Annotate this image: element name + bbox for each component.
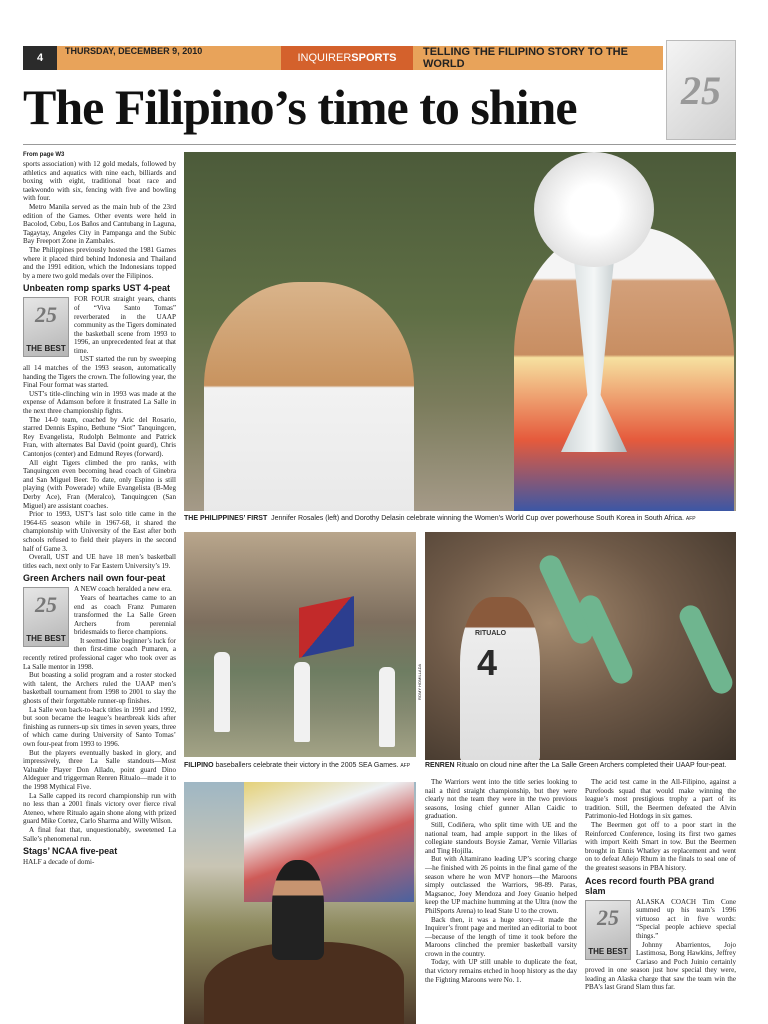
best-badge-icon	[585, 900, 631, 960]
article-paragraph: UST started the run by sweeping all 14 matches of the 1993 season, automatically handing the Tigers the crown. The following year, the Final Four format was started.	[23, 355, 176, 390]
jersey-name: RITUALO	[475, 630, 507, 637]
article-paragraph: But boasting a solid program and a roster stocked with talent, the Archers ruled the UAAP men’s basketball tournament from 1998 to 2001 to slay the ghosts of their forgettable runner-up finishes.	[23, 671, 176, 706]
article-paragraph: La Salle won back-to-back titles in 1991 and 1992, but soon became the league’s heartbreak kids after finishing as runners-up six times in seven years, three of which came during University of Santo Tomas’ own four-peat from 1993 to 1996.	[23, 705, 176, 748]
article-paragraph: A final feat that, unquestionably, sweetened La Salle’s phenomenal run.	[23, 825, 176, 843]
golfer-left-figure	[204, 282, 414, 511]
caption-label: RENREN	[425, 762, 455, 769]
subhead-ust: Unbeaten romp sparks UST 4-peat	[23, 283, 171, 294]
article-paragraph: The Beermen got off to a poor start in the Reinforced Conference, losing its first two games with import Keith Smart in tow. But the Beermen brought in Ennis Whatley as replacement and went on to defeat Añejo Rhum in the finals to seal one of the greatest seasons in PBA history.	[585, 820, 736, 872]
article-paragraph: Johnny Abarrientos, Jojo Lastimosa, Bong Hawkins, Jeffrey Cariaso and Poch Juinio certainly proved in one season just how special they were, leading an Alaska charge that saw the team win the PBA’s last Grand Slam thus far.	[585, 940, 736, 992]
tagline: TELLING THE FILIPINO STORY TO THE WORLD	[423, 46, 628, 70]
caption-text: Ritualo on cloud nine after the La Salle Green Archers completed their UAAP four-peat.	[456, 762, 727, 769]
page-number: 4	[23, 46, 57, 70]
jump-kicker: From page W3	[23, 152, 65, 158]
player-figure	[294, 662, 310, 742]
anniversary-25-logo: 25	[666, 40, 736, 140]
article-paragraph: The Philippines previously hosted the 1981 Games where it placed third behind Indonesia and Thailand and the 1991 edition, which the Indonesians topped by a mere two gold medals over the Filipinos.	[23, 245, 176, 280]
baseball-photo-caption	[184, 762, 410, 769]
caption-text: baseballers celebrate their victory in the 2005 SEA Games.	[215, 762, 399, 769]
section-name: SPORTS	[351, 52, 397, 64]
trophy-flower	[534, 152, 654, 267]
photo-baseball-celebration	[184, 532, 416, 757]
photo-credit: AFP	[685, 516, 696, 522]
article-paragraph: Still, Codiñera, who split time with UE and the national team, had ample support in the likes of collegiate standouts Boysie Zamar, Vernie Villarias and Ting Hojilla.	[425, 820, 577, 855]
right-article-column	[585, 778, 736, 992]
article-paragraph: Overall, UST and UE have 18 men’s basketball titles each, next only to Far Eastern University’s 19.	[23, 553, 176, 570]
article-paragraph: A NEW coach heralded a new era.	[74, 585, 172, 594]
header-band	[23, 46, 663, 70]
flag-backdrop	[244, 782, 414, 902]
photo-golf-world-cup	[184, 152, 736, 511]
article-paragraph: But with Altamirano leading UP’s scoring charge—he finished with 26 points in the final game of the season where he won MVP honors—the Maroons simply outclassed the Warriors, 98-89. Paras, Magsanoc, Joey Mendoza and Joey Guanio helped keep the UP machine humming at the Ultra (now the PhilSports Arena) to lead State U to the crown.	[425, 855, 577, 915]
caption-text: Jennifer Rosales (left) and Dorothy Delasin celebrate winning the Women’s World Cup over powerhouse South Korea in South Africa.	[271, 515, 684, 522]
caption-label: FILIPINO	[184, 762, 214, 769]
photo-renren-ritualo	[425, 532, 736, 760]
golfer-right-figure	[514, 227, 734, 511]
best-badge-number: 25	[597, 904, 619, 930]
photo-equestrian	[184, 782, 416, 1024]
best-badge-number: 25	[35, 592, 57, 618]
main-photo-caption	[184, 515, 696, 522]
photo-credit: AFP	[400, 763, 411, 769]
article-paragraph: Today, with UP still unable to duplicate the feat, that victory remains etched in hoop history as the day the Fighting Maroons were No. 1.	[425, 958, 577, 984]
subhead-stags: Stags’ NCAA five-peat	[23, 846, 118, 857]
article-paragraph: Back then, it was a huge story—it made the Inquirer’s front page and merited an editorial to boot—because of the length of time it took before the Maroons clinched the premier basketball varsity crown in the country.	[425, 915, 577, 958]
player-figure	[214, 652, 230, 732]
article-paragraph: The Warriors went into the title series looking to nail a third straight championship, but they were clearly not the team they were in the two previous seasons, losing chief gunner Allan Caidic to graduation.	[425, 778, 577, 821]
article-paragraph: Metro Manila served as the main hub of the 23rd edition of the Games. Other events were held in Bacolod, Cebu, Los Baños and Cantubang in Laguna, Tagaytay, Angeles City in Pampanga and the Subic Bay Freeport Zone in Zambales.	[23, 202, 176, 246]
best-badge-number: 25	[35, 302, 57, 328]
best-badge-label: THE BEST	[588, 946, 628, 956]
article-paragraph: The 14-0 team, coached by Aric del Rosario, starred Dennis Espino, Bethune “Siot” Tanquingcen, Rey Evangelista, Rudolph Belmonte and Patrick Fran, with alternates Bal David (point guard), Chris Cantonjos (center) and Edmund Reyes (forward).	[23, 415, 176, 458]
article-paragraph: HALF a decade of domi-	[23, 858, 95, 867]
cheer-balloon	[676, 602, 736, 697]
best-badge-icon	[23, 297, 69, 357]
article-paragraph: FOR FOUR straight years, chants of “Viva Santo Tomas” reverberated in the UAAP community as the Tigers dominated the basketball scene from 1993 to 1996, an unprecedented feat at that time.	[74, 295, 176, 355]
renren-photo-caption	[425, 762, 726, 769]
best-badge-icon	[23, 587, 69, 647]
article-paragraph: But the players eventually basked in glory, and impressively, three La Salle standouts—Most Valuable Player Don Allado, point guard Dino Aldeguer and triggerman Renren Ritualo—made it to the 1998 Mythical Five.	[23, 748, 176, 791]
article-paragraph: Prior to 1993, UST’s last solo title came in the 1964-65 season while in 1967-68, it shared the championship with University of the East after both schools refused to field their players in the second half of Game 3.	[23, 510, 176, 553]
philippine-flag	[299, 596, 354, 658]
article-paragraph: ALASKA COACH Tim Cone summed up his team’s 1996 virtuoso act in five words: “Special people achieve special things.”	[636, 897, 736, 940]
article-paragraph: It seemed like beginner’s luck for then first-time coach Pumaren, a recently retired professional cager who took over as La Salle mentor in 1998.	[23, 636, 176, 671]
header-rule	[23, 144, 736, 145]
basketball-player-figure	[460, 597, 540, 760]
side-photo-credit: ROMY HOMILLADA	[417, 663, 422, 700]
best-badge-label: THE BEST	[26, 344, 66, 354]
left-article-column	[23, 152, 176, 867]
best-badge-label: THE BEST	[26, 634, 66, 644]
section-banner	[281, 46, 413, 70]
subhead-alaska: Aces record fourth PBA grand slam	[585, 875, 715, 896]
article-paragraph: Years of heartaches came to an end as coach Franz Pumaren transformed the La Salle Green Archers from perennial bridesmaids to fierce champions.	[74, 593, 176, 637]
middle-article-column	[425, 778, 577, 984]
section-prefix: INQUIRER	[297, 52, 352, 64]
article-paragraph: UST’s title-clinching win in 1993 was made at the expense of Adamson before it frustrated La Salle in the next three championship fights.	[23, 389, 176, 416]
article-paragraph: The acid test came in the All-Filipino, against a Purefoods squad that would make winning the league’s most prestigious trophy a part of its tradition. Still, the Beermen defeated the Alvin Patrimonio-led Hotdogs in six games.	[585, 778, 736, 821]
article-paragraph: All eight Tigers climbed the pro ranks, with Tanquingcen even becoming head coach of Ginebra and San Miguel Beer. To date, only Espino is still playing (with Powerade) while Evangelista (B-Meg Derby Ace), Fran (Meralco), Tanquingcen (San Miguel) are assistant coaches.	[23, 458, 176, 510]
issue-date: THURSDAY, DECEMBER 9, 2010	[65, 46, 203, 56]
article-paragraph: La Salle capped its record championship run with no less than a 2001 finals victory over fierce rival Ateneo, where Ritualo again shone along with prized guard Mike Cortez, Carlo Sharma and Willy Wilson.	[23, 791, 176, 826]
page-headline: The Filipino’s time to shine	[23, 79, 577, 135]
player-figure	[379, 667, 395, 747]
jersey-number: 4	[477, 642, 498, 683]
caption-label: THE PHILIPPINES’ FIRST	[184, 515, 268, 522]
subhead-la-salle: Green Archers nail own four-peat	[23, 573, 166, 584]
article-paragraph: sports association) with 12 gold medals, followed by athletics and aquatics with nine each, billiards and boxing with eight, traditional boat race and taekwondo with six, fencing with five and bowling with four.	[23, 160, 176, 203]
rider-figure	[272, 860, 324, 960]
